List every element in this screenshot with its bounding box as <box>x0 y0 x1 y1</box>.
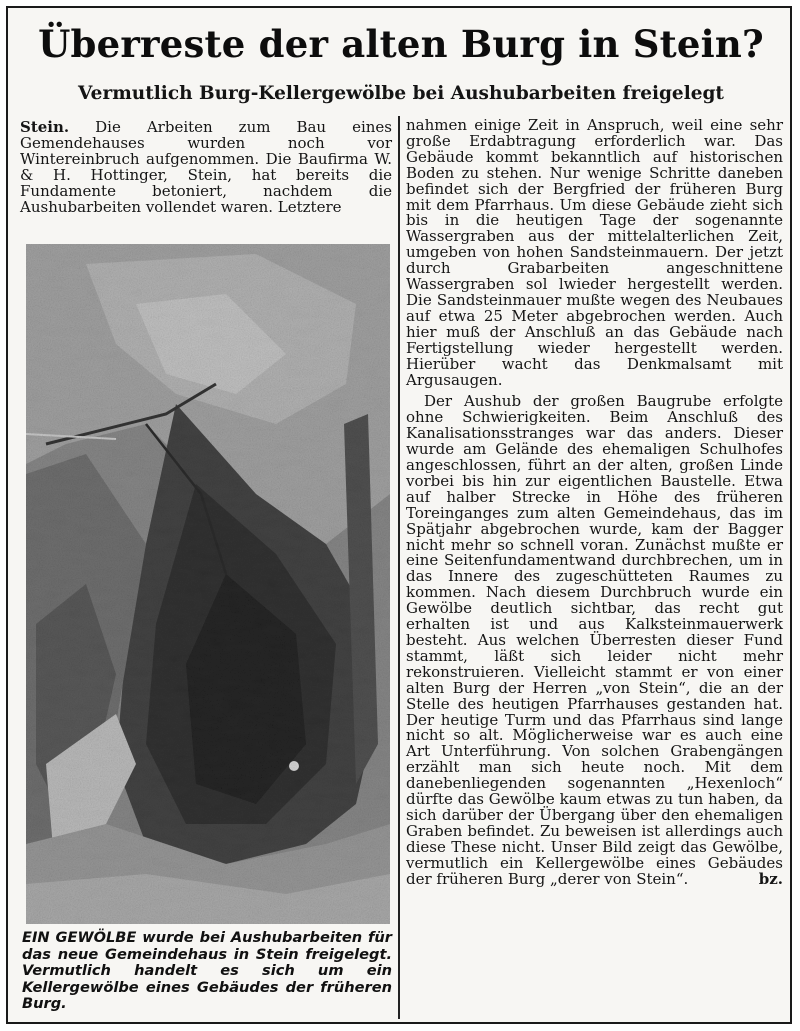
photo-caption: EIN GEWÖLBE wurde bei Aushubarbeiten für das neue Gemeindehaus in Stein freigelegt. Vermutlich handelt es sich um ein Kellergewölbe eines Gebäudes der früheren Burg. <box>22 929 392 1012</box>
author-signature: bz. <box>758 869 783 888</box>
body-paragraph-2-text: Der Aushub der großen Baugrube erfolgte ohne Schwierigkeiten. Beim Anschluß des Kanalisationsstranges war das anders. Dieser wurde am Gelände des ehemaligen Schulhofes angeschlossen, führt an der alten, großen Linde vorbei bis hin zur eigentlichen Baustelle. Etwa auf halber Strecke in Höhe des früheren Toreinganges zum alten Gemeindehaus, das im Spätjahr abgebrochen wurde, kam der Bagger nicht mehr so schnell voran. Zunächst mußte er eine Seitenfundamentwand durchbrechen, um in das Innere des zugeschütteten Raumes zu kommen. Nach diesem Durchbruch wurde ein Gewölbe deutlich sichtbar, das recht gut erhalten ist und aus Kalksteinmauerwerk besteht. Aus welchen Überresten dieser Fund stammt, läßt sich leider nicht mehr rekonstruieren. Vielleicht stammt er von einer alten Burg der Herren „von Stein“, die an der Stelle des heutigen Pfarrhauses gestanden hat. Der heutige Turm und das Pfarrhaus sind lange nicht so alt. Möglicherweise war es auch eine Art Unterführung. Von solchen Grabengängen erzählt man sich heute noch. Mit dem danebenliegenden sogenannten „Hexenloch“ dürfte das Gewölbe kaum etwas zu tun haben, da sich darüber der Übergang über den ehemaligen Graben befindet. Zu beweisen ist allerdings auch diese These nicht. Unser Bild zeigt das Gewölbe, vermutlich ein Kellergewölbe eines Gebäudes der früheren Burg „derer von Stein“. <box>406 392 783 888</box>
body-paragraph-2 <box>406 394 783 887</box>
newspaper-clipping <box>6 6 792 1024</box>
intro-text: Die Arbeiten zum Bau eines Gemendehauses wurden noch vor Wintereinbruch aufgenommen. Die Baufirma W. & H. Hottinger, Stein, hat bereits die Fundamente betoniert, nachdem die Aushubarbeiten vollendet waren. Letztere <box>20 118 392 216</box>
intro-paragraph <box>20 120 392 215</box>
headline: Überreste der alten Burg in Stein? <box>38 22 764 66</box>
subheadline: Vermutlich Burg-Kellergewölbe bei Aushubarbeiten freigelegt <box>78 83 724 104</box>
dateline: Stein. <box>20 118 70 136</box>
column-divider <box>398 116 400 1019</box>
article-photo <box>26 244 390 924</box>
right-column <box>406 118 783 894</box>
body-paragraph-1: nahmen einige Zeit in Anspruch, weil eine sehr große Erdabtragung erforderlich war. Das Gebäude kommt bekanntlich auf historischen Boden zu stehen. Nur wenige Schritte daneben befindet sich der Bergfried der früheren Burg mit dem Pfarrhaus. Um diese Gebäude zieht sich bis in die heutigen Tage der sogenannte Wassergraben aus der mittelalterlichen Zeit, umgeben von hohen Sandsteinmauern. Der jetzt durch Grabarbeiten angeschnittene Wassergraben sol lwieder hergestellt werden. Die Sandsteinmauer mußte wegen des Neubaues auf etwa 25 Meter abgebrochen werden. Auch hier muß der Anschluß an das Gebäude nach Fertigstellung wieder hergestellt werden. Hierüber wacht das Denkmalsamt mit Argusaugen. <box>406 116 783 389</box>
vault-photo-image <box>26 244 390 924</box>
